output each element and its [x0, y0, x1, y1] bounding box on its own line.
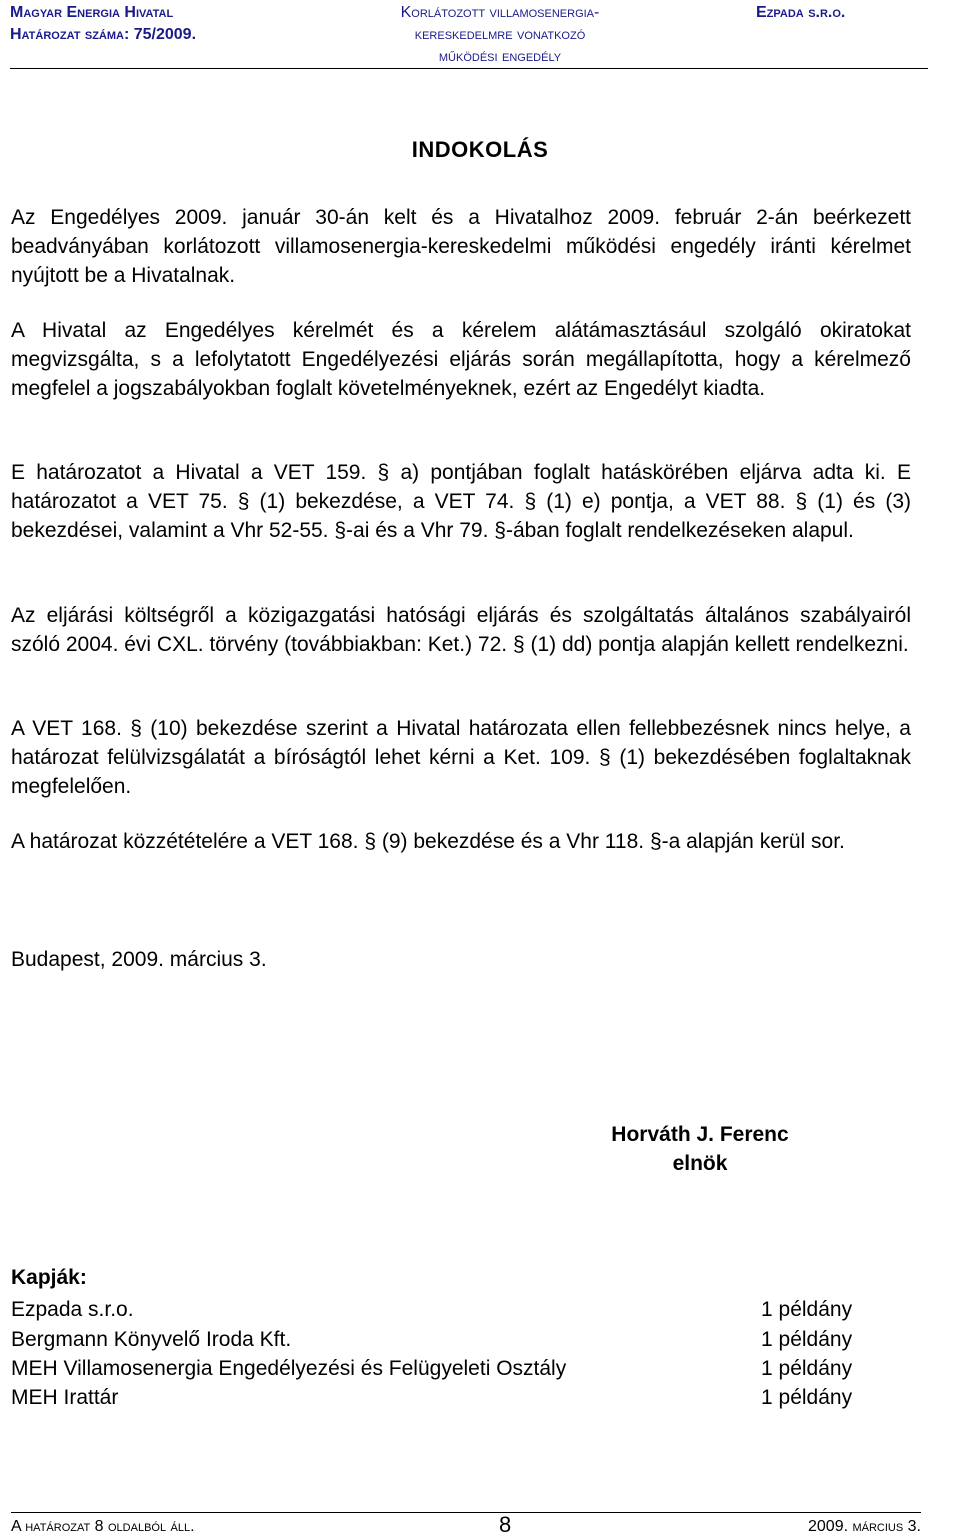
recipients-title: Kapják:	[11, 1266, 87, 1289]
licensee-name: Ezpada s.r.o.	[756, 4, 846, 21]
recipient-count: 1 példány	[761, 1328, 853, 1351]
paragraph-6: A határozat közzétételére a VET 168. § (9) bekezdése és a Vhr 118. §-a alapján kerül sor.	[11, 830, 845, 853]
license-type-line1: Korlátozott villamosenergia-	[400, 4, 600, 21]
place-date: Budapest, 2009. március 3.	[11, 948, 267, 971]
recipient-count: 1 példány	[761, 1386, 853, 1409]
recipient-name: Ezpada s.r.o.	[11, 1298, 134, 1321]
signatory-name: Horváth J. Ferenc	[611, 1123, 789, 1146]
paragraph-2: A Hivatal az Engedélyes kérelmét és a kérelem alátámasztásául szolgáló okiratokat megvizsgálta, s a lefolytatott Engedélyezési eljárás során megállapította, hogy a kérelmező megfelel a jogszabályokban foglalt követelményeknek, ezért az Engedélyt kiadta.	[11, 319, 911, 400]
page-number: 8	[499, 1512, 512, 1537]
footer-date: 2009. március 3.	[808, 1518, 921, 1535]
header-right	[756, 2, 936, 24]
paragraph-3: E határozatot a Hivatal a VET 159. § a) pontjában foglalt hatáskörében eljárva adta ki. E határozatot a VET 75. § (1) bekezdése, a VET 74. § (1) e) pontja, a VET 88. § (1) és (3) bekezdései, valamint a Vhr 52-55. §-ai és a Vhr 79. §-ában foglalt rendelkezéseken alapul.	[11, 461, 911, 542]
authority-name: Magyar Energia Hivatal	[10, 4, 174, 21]
recipient-count: 1 példány	[761, 1298, 853, 1321]
recipient-name: MEH Irattár	[11, 1386, 119, 1409]
paragraph-1: Az Engedélyes 2009. január 30-án kelt és a Hivatalhoz 2009. február 2-án beérkezett beadványában korlátozott villamosenergia-kereskedelmi működési engedély iránti kérelmet nyújtott be a Hivatalnak.	[11, 206, 911, 287]
decision-number: Határozat száma: 75/2009.	[10, 26, 197, 43]
paragraph-5: A VET 168. § (10) bekezdése szerint a Hivatal határozata ellen fellebbezésnek nincs helye, a határozat felülvizsgálatát a bíróságtól lehet kérni a Ket. 109. § (1) bekezdésében foglaltaknak megfelelően.	[11, 717, 911, 798]
recipient-name: MEH Villamosenergia Engedélyezési és Felügyeleti Osztály	[11, 1357, 567, 1380]
license-type-line3: működési engedély	[438, 48, 562, 65]
header-left	[10, 2, 330, 46]
page-header	[0, 0, 960, 70]
signatory-role: elnök	[672, 1152, 728, 1175]
header-divider	[10, 68, 928, 69]
license-type-line2: kereskedelmre vonatkozó	[414, 26, 586, 43]
signature-block	[560, 1120, 840, 1178]
page-footer	[11, 1512, 921, 1539]
header-middle	[340, 2, 660, 68]
paragraph-4: Az eljárási költségről a közigazgatási hatósági eljárás és szolgáltatás általános szabályairól szóló 2004. évi CXL. törvény (továbbiakban: Ket.) 72. § (1) dd) pontja alapján kellett rendelkezni.	[11, 604, 911, 656]
section-title: INDOKOLÁS	[411, 137, 549, 162]
recipient-count: 1 példány	[761, 1357, 853, 1380]
recipient-name: Bergmann Könyvelő Iroda Kft.	[11, 1328, 292, 1351]
footer-page-count: A határozat 8 oldalból áll.	[11, 1518, 195, 1535]
